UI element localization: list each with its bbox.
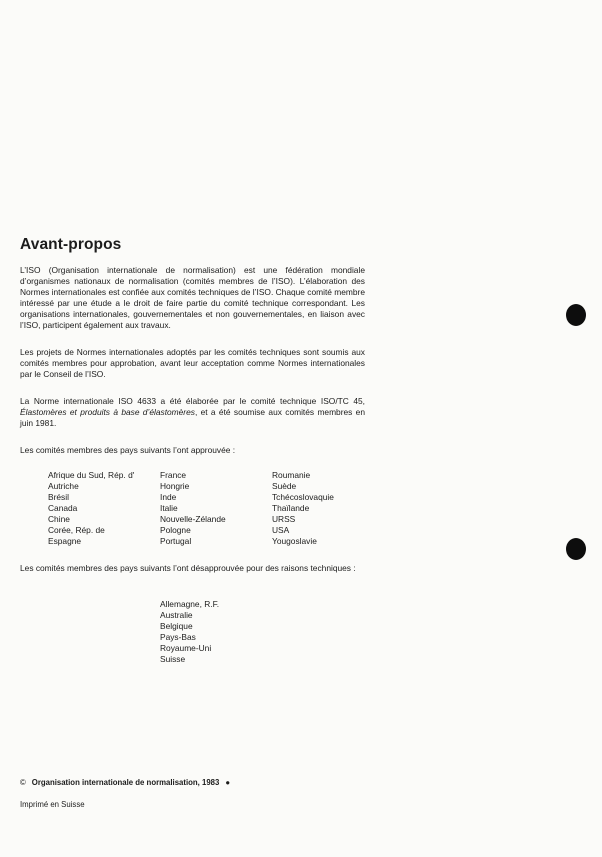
punch-hole-icon [566,538,586,560]
page-title: Avant-propos [20,236,122,253]
list-item: Thaïlande [272,503,310,513]
paragraph-disapproved-intro: Les comités membres des pays suivants l’ont désapprouvée pour des raisons techniques : [20,563,356,573]
approved-countries-col3 [272,470,334,547]
list-item: URSS [272,514,296,524]
paragraph-iso-4633 [20,396,365,429]
bullet-icon: ● [225,778,231,787]
list-item: Canada [48,503,78,513]
list-item: Royaume-Uni [160,643,212,653]
list-item: Belgique [160,621,193,631]
list-item: Roumanie [272,470,311,480]
list-item: Italie [160,503,178,513]
list-item: Portugal [160,536,192,546]
paragraph-approved-intro: Les comités membres des pays suivants l’ont approuvée : [20,445,236,455]
list-item: Yougoslavie [272,536,317,546]
approved-countries-col1 [48,470,134,547]
punch-hole-icon [566,304,586,326]
copyright-line [20,778,230,787]
approved-countries-col2 [160,470,226,547]
list-item: Tchécoslovaquie [272,492,334,502]
list-item: Pologne [160,525,191,535]
list-item: Australie [160,610,193,620]
list-item: Autriche [48,481,79,491]
list-item: Afrique du Sud, Rép. d' [48,470,135,480]
copyright-symbol: © [20,778,26,787]
paragraph-draft-standards: Les projets de Normes internationales adoptés par les comités techniques sont soumis aux comités membres pour approbation, avant leur acceptation comme Normes internationales par le Conseil de l’ISO. [20,347,365,380]
list-item: Suède [272,481,297,491]
list-item: France [160,470,187,480]
paragraph-iso-intro: L’ISO (Organisation internationale de normalisation) est une fédération mondiale d’organismes nationaux de normalisation (comités membres de l’ISO). L’élaboration des Normes internationales est confiée aux comités techniques de l’ISO. Chaque comité membre intéressé par une étude a le droit de faire partie du comité technique correspondant. Les organisations internationales, gouvernementales et non gouvernementales, en liaison avec l’ISO, participent également aux travaux. [20,265,365,331]
disapproved-countries [160,599,219,665]
committee-title: Élastomères et produits à base d’élastomères [20,407,195,418]
list-item: Chine [48,514,70,524]
printed-in: Imprimé en Suisse [20,800,85,809]
list-item: Espagne [48,536,82,546]
list-item: Pays-Bas [160,632,196,642]
list-item: Nouvelle-Zélande [160,514,226,524]
copyright-text: Organisation internationale de normalisation, 1983 [31,778,220,787]
paragraph-iso-4633-start: La Norme internationale ISO 4633 a été élaborée par le comité technique ISO/TC 45, [20,396,365,406]
list-item: Brésil [48,492,69,502]
list-item: Hongrie [160,481,190,491]
list-item: Suisse [160,654,186,664]
list-item: USA [272,525,290,535]
list-item: Inde [160,492,177,502]
list-item: Allemagne, R.F. [160,599,220,609]
paragraph-iso-4633-end: , et a été soumise aux comités membres en juin 1981. [20,407,365,429]
list-item: Corée, Rép. de [48,525,105,535]
